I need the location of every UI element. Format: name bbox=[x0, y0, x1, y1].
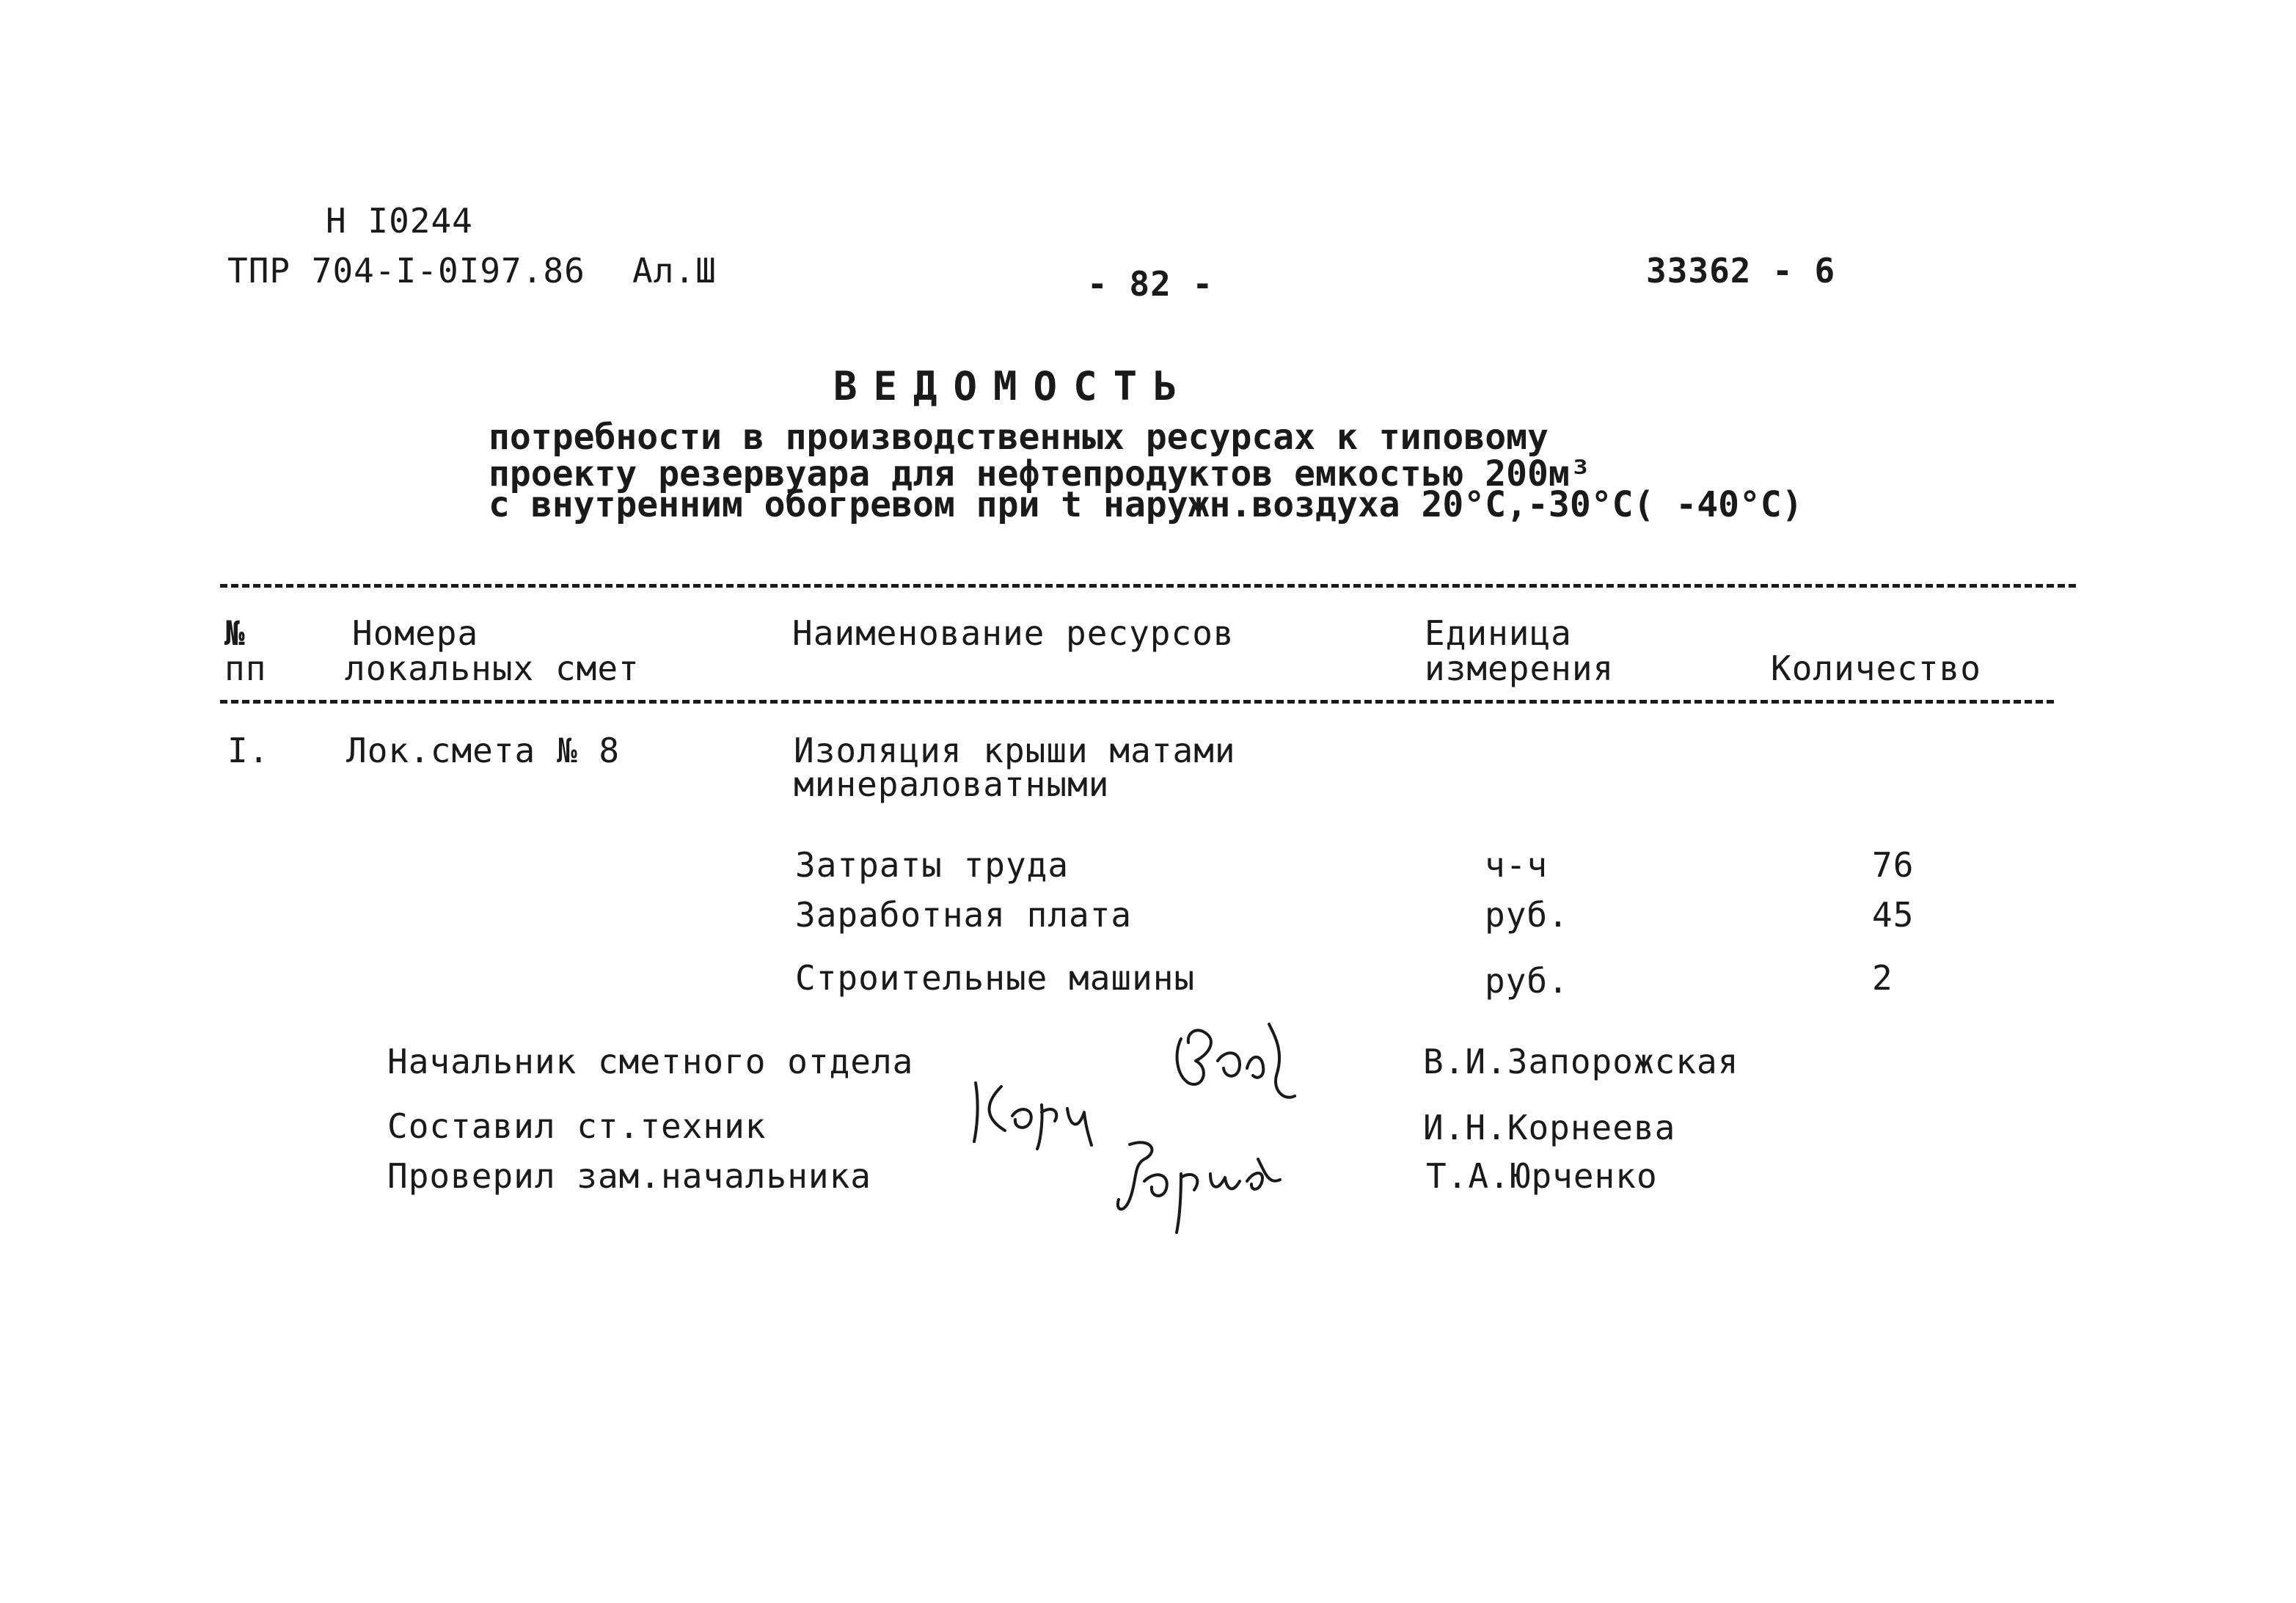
handwritten-signature-3 bbox=[1100, 1130, 1291, 1240]
col-header-estimate-2: локальных смет bbox=[345, 649, 640, 688]
col-header-num-2: пп bbox=[224, 649, 267, 688]
doc-number: Н I0244 bbox=[326, 201, 473, 241]
signature-name: Т.А.Юрченко bbox=[1426, 1156, 1658, 1196]
resource-unit: ч-ч bbox=[1485, 845, 1549, 885]
signature-role: Проверил зам.начальника bbox=[387, 1156, 871, 1196]
resource-name: Затраты труда bbox=[795, 845, 1070, 885]
album-label: Ал.Ш bbox=[632, 251, 717, 291]
table-top-rule bbox=[220, 584, 2076, 588]
group-name-line-1: Изоляция крыши матами bbox=[794, 731, 1236, 770]
signature-role: Составил ст.техник bbox=[387, 1106, 767, 1146]
resource-quantity: 76 bbox=[1872, 845, 1915, 885]
signature-name: И.Н.Корнеева bbox=[1423, 1108, 1676, 1147]
col-header-unit-1: Единица bbox=[1425, 613, 1572, 653]
row-number: I. bbox=[227, 731, 270, 770]
sheet-code: 33362 - 6 bbox=[1646, 251, 1836, 291]
resource-quantity: 45 bbox=[1872, 895, 1915, 935]
title-line-1: потребности в производственных ресурсах к типовому bbox=[489, 417, 1549, 458]
col-header-quantity: Количество bbox=[1771, 649, 1981, 688]
title-line-2: проекту резервуара для нефтепродуктов емкостью 200м³ bbox=[489, 453, 1591, 494]
col-header-num-1: № bbox=[224, 613, 246, 653]
group-name-line-2: минераловатными bbox=[794, 764, 1110, 804]
col-header-estimate-1: Номера bbox=[352, 613, 479, 653]
estimate-number: Лок.смета № 8 bbox=[346, 731, 621, 770]
document-title: ВЕДОМОСТЬ bbox=[833, 363, 1193, 409]
resource-name: Строительные машины bbox=[795, 958, 1196, 998]
resource-unit: руб. bbox=[1485, 895, 1569, 935]
col-header-resource: Наименование ресурсов bbox=[792, 613, 1235, 653]
page-number: - 82 - bbox=[1087, 264, 1214, 304]
project-code: ТПР 704-I-0I97.86 bbox=[227, 251, 585, 291]
resource-quantity: 2 bbox=[1872, 958, 1893, 998]
handwritten-signature-1 bbox=[1166, 1009, 1313, 1112]
signature-role: Начальник сметного отдела bbox=[387, 1042, 914, 1081]
table-header-rule bbox=[220, 700, 2054, 704]
resource-unit: руб. bbox=[1485, 961, 1569, 1001]
title-line-3: с внутренним обогревом при t наружн.воздуха 20°С,-30°С( -40°С) bbox=[489, 484, 1803, 525]
col-header-unit-2: измерения bbox=[1425, 649, 1615, 688]
signature-name: В.И.Запорожская bbox=[1423, 1042, 1739, 1081]
handwritten-signature-2 bbox=[961, 1076, 1100, 1156]
resource-name: Заработная плата bbox=[795, 895, 1133, 935]
